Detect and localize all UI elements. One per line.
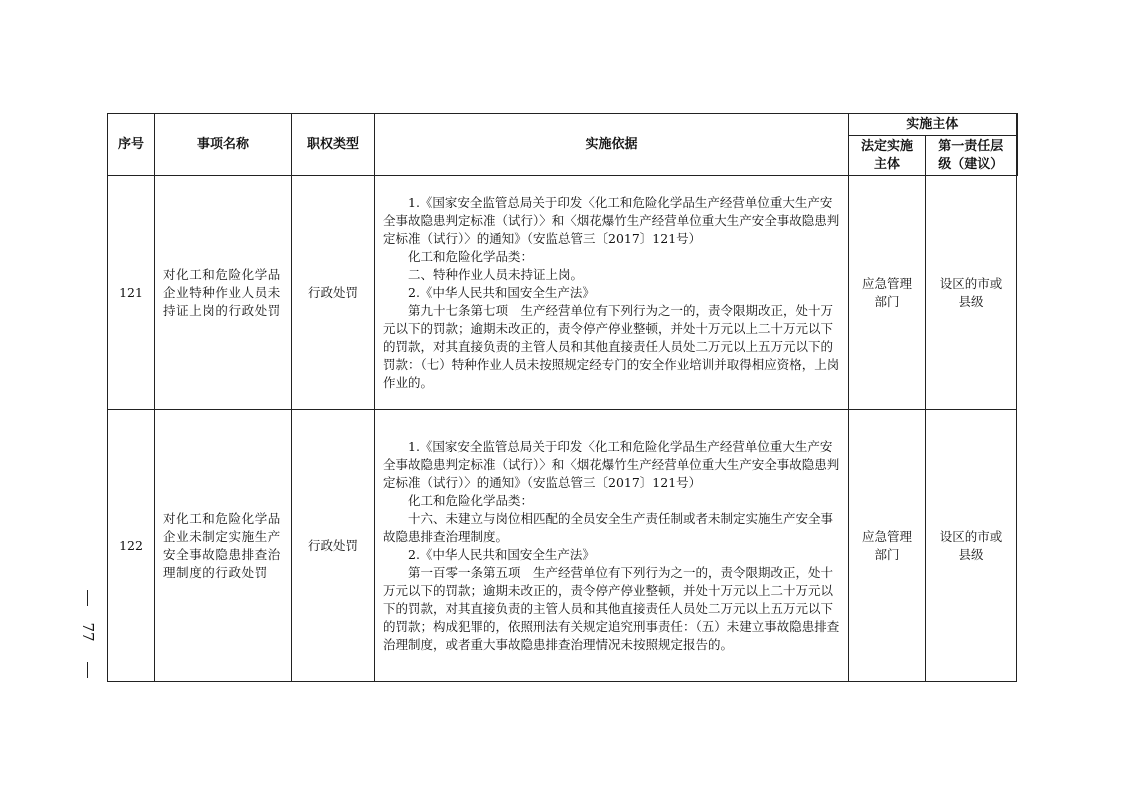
basis-paragraph: 化工和危险化学品类：	[408, 492, 534, 508]
row-basis	[375, 176, 849, 410]
basis-paragraph: 1.《国家安全监管总局关于印发〈化工和危险化学品生产经营单位重大生产安全事故隐患判定标准（试行）〉和〈烟花爆竹生产经营单位重大生产安全事故隐患判定标准（试行）〉的通知》（安监总管三〔2017〕121号）	[383, 438, 840, 490]
row-responsible-level: 设区的市或县级	[926, 176, 1017, 410]
row-basis	[375, 410, 849, 682]
basis-paragraph: 二、特种作业人员未持证上岗。	[408, 266, 584, 282]
page-number-dash	[87, 590, 88, 606]
basis-paragraph: 2.《中华人民共和国安全生产法》	[408, 546, 595, 562]
header-responsible-level: 第一责任层级（建议）	[926, 136, 1017, 176]
header-power-type: 职权类型	[292, 114, 375, 176]
enforcement-table	[107, 113, 1018, 682]
header-no: 序号	[108, 114, 155, 176]
header-subject-group: 实施主体	[849, 114, 1017, 136]
basis-paragraph: 十六、未建立与岗位相匹配的全员安全生产责任制或者未制定实施生产安全事故隐患排查治理制度。	[383, 510, 834, 544]
table-row	[108, 176, 1017, 410]
row-legal-subject: 应急管理部门	[849, 410, 926, 682]
basis-paragraph: 2.《中华人民共和国安全生产法》	[408, 284, 595, 300]
row-power-type: 行政处罚	[292, 410, 375, 682]
basis-paragraph: 化工和危险化学品类：	[408, 248, 534, 264]
header-row	[108, 114, 1017, 136]
page-number-dash	[87, 662, 88, 678]
row-no: 122	[108, 410, 155, 682]
row-no: 121	[108, 176, 155, 410]
row-power-type: 行政处罚	[292, 176, 375, 410]
row-legal-subject: 应急管理部门	[849, 176, 926, 410]
row-responsible-level: 设区的市或县级	[926, 410, 1017, 682]
page-number	[78, 590, 98, 680]
basis-paragraph: 第九十七条第七项 生产经营单位有下列行为之一的，责令限期改正，处十万元以下的罚款；逾期未改正的，责令停产停业整顿，并处十万元以上二十万元以下的罚款，对其直接负责的主管人员和其他直接责任人员处二万元以上五万元以下的罚款：（七）特种作业人员未按照规定经专门的安全作业培训并取得相应资格，上岗作业的。	[383, 302, 840, 390]
row-item-name: 对化工和危险化学品企业特种作业人员未持证上岗的行政处罚	[155, 176, 292, 410]
page-number-text: 77	[79, 622, 97, 642]
header-legal-subject: 法定实施主体	[849, 136, 926, 176]
basis-paragraph: 1.《国家安全监管总局关于印发〈化工和危险化学品生产经营单位重大生产安全事故隐患判定标准（试行）〉和〈烟花爆竹生产经营单位重大生产安全事故隐患判定标准（试行）〉的通知》（安监总管三〔2017〕121号）	[383, 194, 840, 246]
table-row	[108, 410, 1017, 682]
row-item-name: 对化工和危险化学品企业未制定实施生产安全事故隐患排查治理制度的行政处罚	[155, 410, 292, 682]
header-item-name: 事项名称	[155, 114, 292, 176]
basis-paragraph: 第一百零一条第五项 生产经营单位有下列行为之一的，责令限期改正，处十万元以下的罚款；逾期未改正的，责令停产停业整顿，并处十万元以上二十万元以下的罚款，对其直接负责的主管人员和其他直接责任人员处二万元以上五万元以下的罚款；构成犯罪的，依照刑法有关规定追究刑事责任：（五）未建立事故隐患排查治理制度，或者重大事故隐患排查治理情况未按照规定报告的。	[383, 564, 840, 652]
header-basis: 实施依据	[375, 114, 849, 176]
